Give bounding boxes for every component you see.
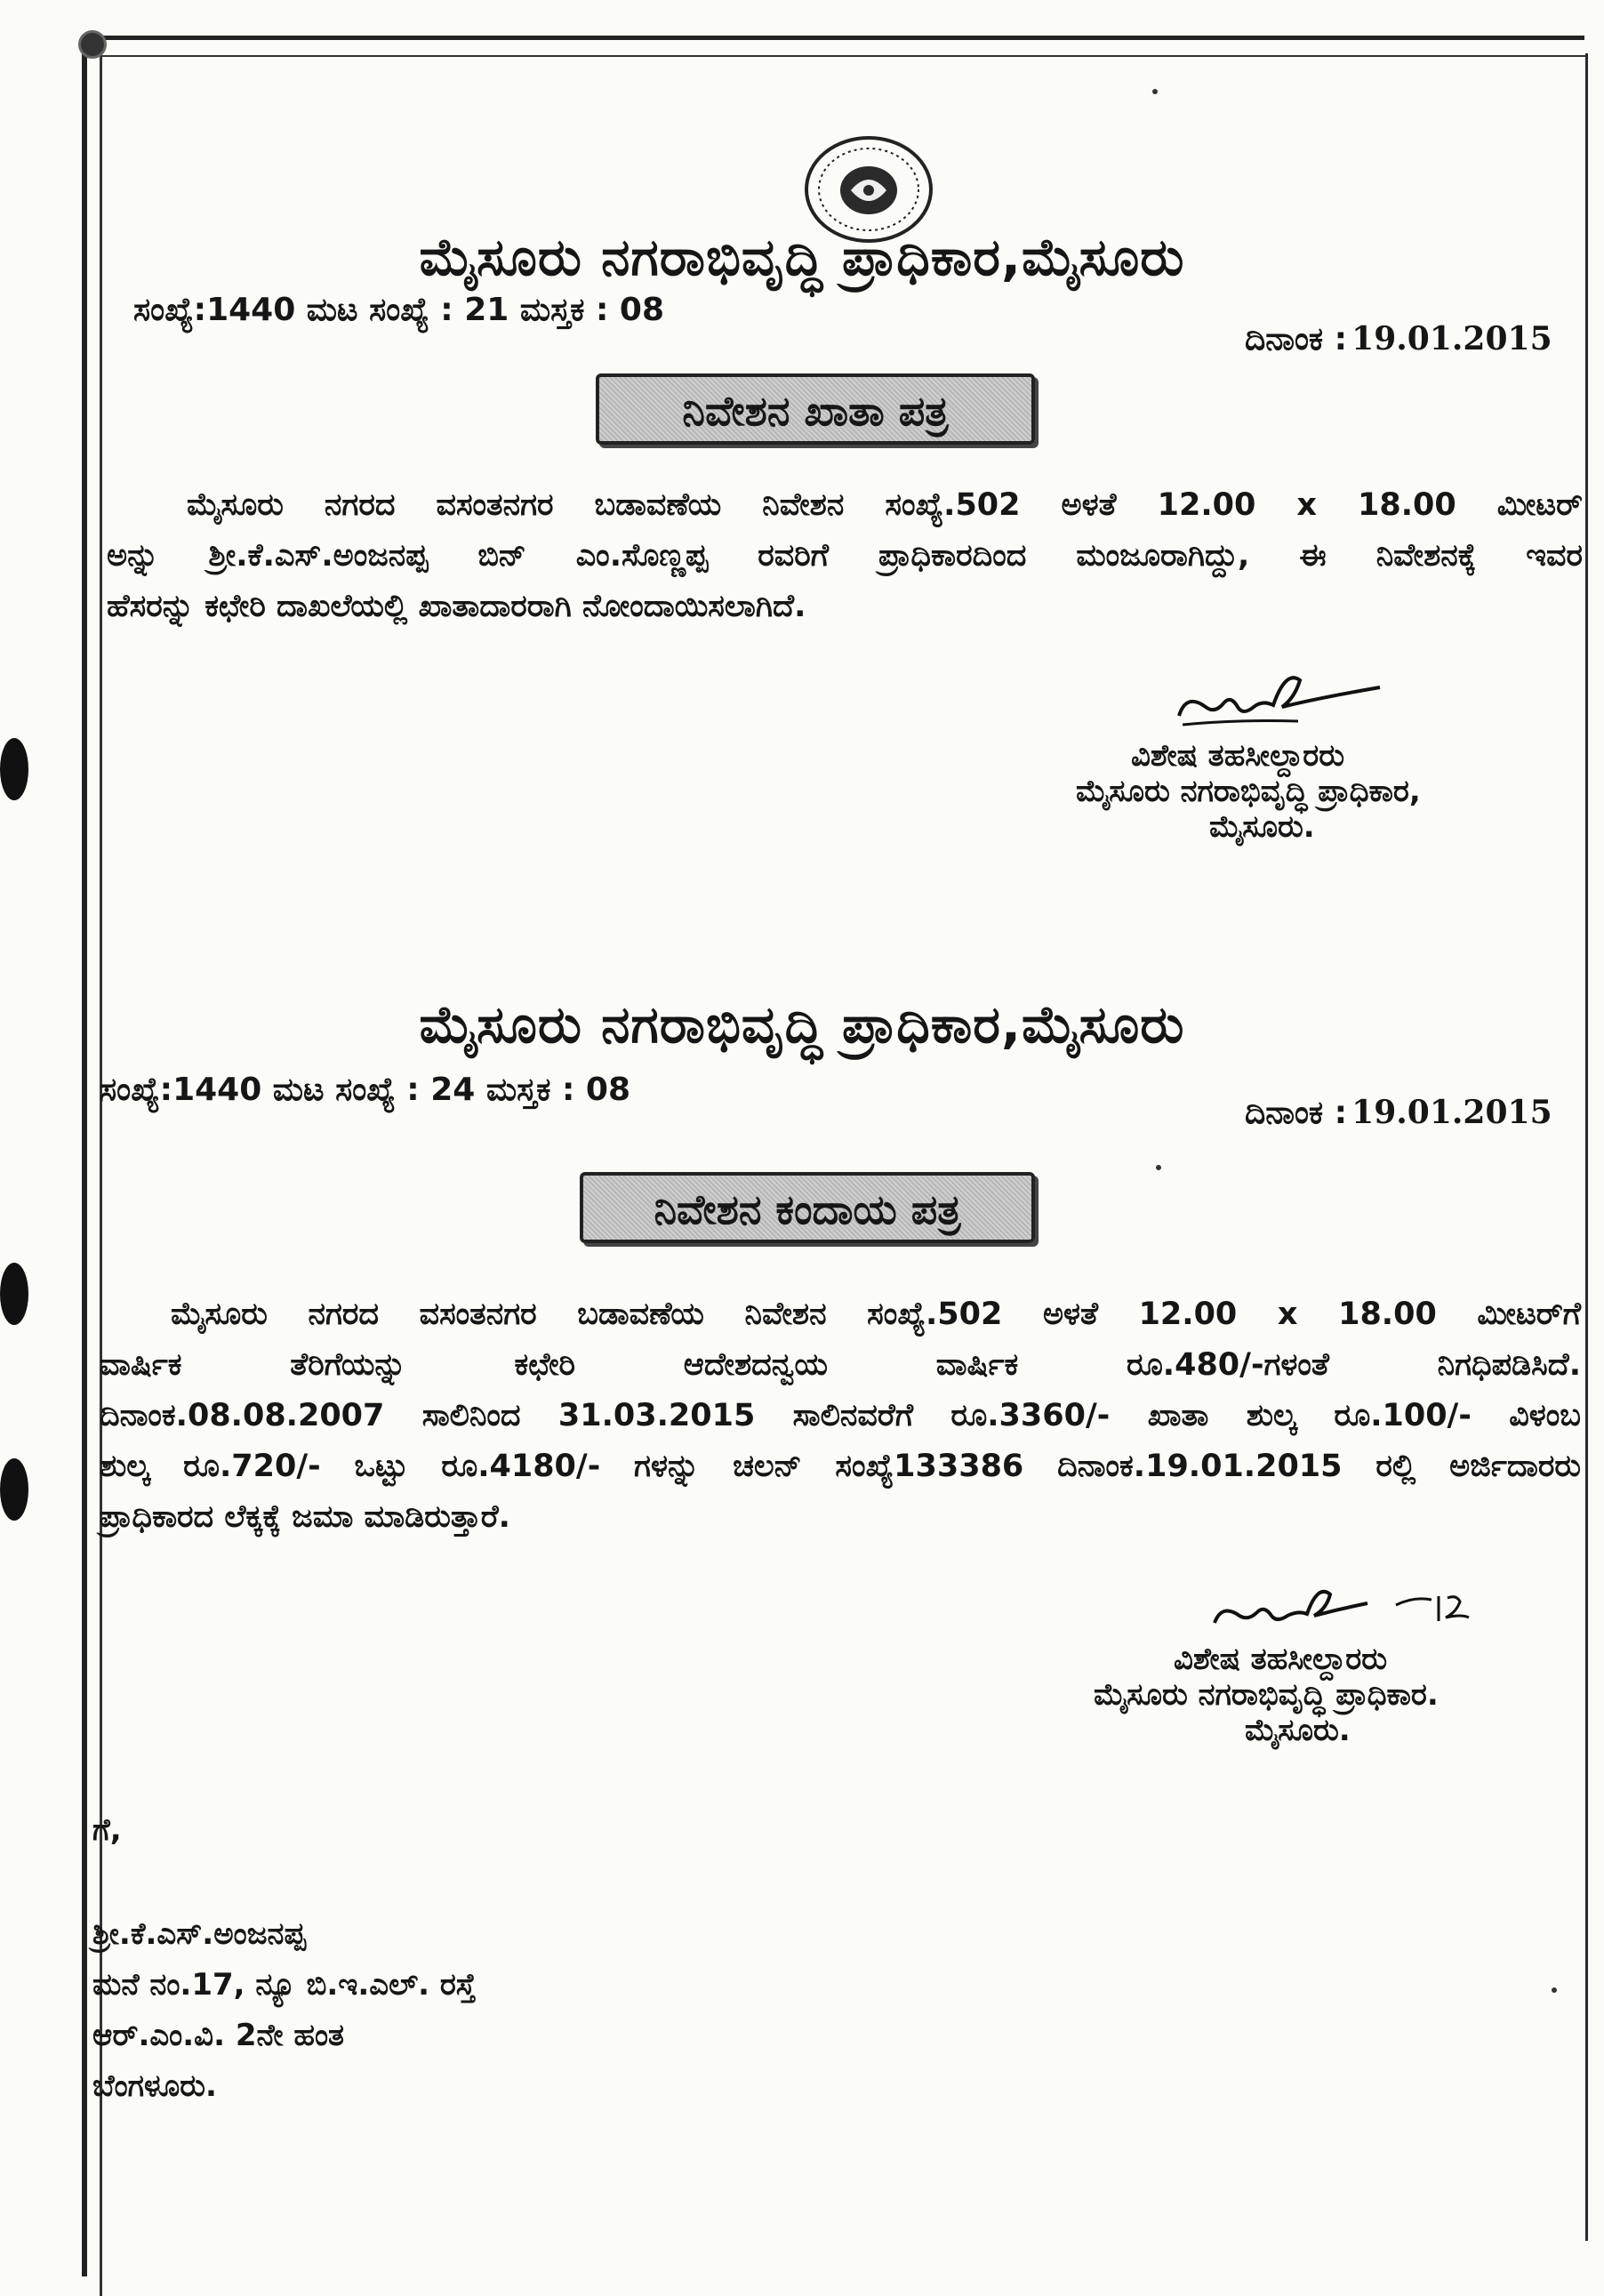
section2-box-title: ನಿವೇಶನ ಕಂದಾಯ ಪತ್ರ — [580, 1172, 1035, 1243]
address-salutation: ಗೆ, — [92, 1812, 122, 1848]
address-line: ಶ್ರೀ.ಕೆ.ಎಸ್.ಅಂಜನಪ್ಪ — [92, 1916, 306, 1952]
punch-hole-icon — [0, 738, 28, 800]
section1-signature-block — [1076, 738, 1421, 845]
address-line: ಮನೆ ನಂ.17, ನ್ಯೂ ಬಿ.ಇ.ಎಲ್. ರಸ್ತೆ — [92, 1967, 477, 2003]
speck — [1152, 89, 1158, 94]
address-line: ಬೆಂಗಳೂರು. — [92, 2068, 217, 2104]
section1-date-value: 19.01.2015 — [1351, 320, 1552, 357]
section1-ref-line: ಸಂಖ್ಯೆ:1440 ಮಟ ಸಂಖ್ಯೆ : 21 ಮಸ್ತಕ : 08 — [133, 292, 665, 328]
signature-icon — [1174, 662, 1405, 734]
section1-paragraph-line: ಹೆಸರನ್ನು ಕಛೇರಿ ದಾಖಲೆಯಲ್ಲಿ ಖಾತಾದಾರರಾಗಿ ನೋಂದಾಯಿಸಲಾಗಿದೆ. — [107, 589, 806, 624]
section2-date-label: ದಿನಾಂಕ : — [1245, 1095, 1348, 1131]
section1-heading: ಮೈಸೂರು ನಗರಾಭಿವೃದ್ಧಿ ಪ್ರಾಧಿಕಾರ,ಮೈಸೂರು — [419, 227, 1185, 287]
signature-icon — [1209, 1578, 1520, 1641]
section1-box-title: ನಿವೇಶನ ಖಾತಾ ಪತ್ರ — [596, 373, 1035, 445]
punch-hole-icon — [0, 1458, 28, 1521]
section2-signature-city: ಮೈಸೂರು. — [1245, 1713, 1351, 1748]
section2-paragraph-line: ದಿನಾಂಕ.08.08.2007 ಸಾಲಿನಿಂದ 31.03.2015 ಸಾಲಿನವರೆಗೆ ರೂ.3360/- ಖಾತಾ ಶುಲ್ಕ ರೂ.100/- ವಿಳಂಬ — [100, 1398, 1581, 1433]
section1-paragraph-line: ಅನ್ನು ಶ್ರೀ.ಕೆ.ಎಸ್.ಅಂಜನಪ್ಪ ಬಿನ್ ಎಂ.ಸೊಣ್ಣಪ್ಪ ರವರಿಗೆ ಪ್ರಾಧಿಕಾರದಿಂದ ಮಂಜೂರಾಗಿದ್ದು, ಈ ನಿವೇಶನಕ್ಕೆ ಇವರ — [107, 538, 1583, 574]
section1-date — [1245, 320, 1552, 358]
section1-date-label: ದಿನಾಂಕ : — [1245, 321, 1348, 357]
speck — [1552, 1987, 1557, 1993]
section2-paragraph-line: ಶುಲ್ಕ ರೂ.720/- ಒಟ್ಟು ರೂ.4180/- ಗಳನ್ನು ಚಲನ್ ಸಂಖ್ಯೆ133386 ದಿನಾಂಕ.19.01.2015 ರಲ್ಲಿ ಅರ್ಜಿದಾರರು — [100, 1449, 1581, 1484]
section2-paragraph-line: ಮೈಸೂರು ನಗರದ ವಸಂತನಗರ ಬಡಾವಣೆಯ ನಿವೇಶನ ಸಂಖ್ಯೆ.502 ಅಳತೆ 12.00 x 18.00 ಮೀಟರ್‌ಗೆ — [171, 1297, 1581, 1332]
section1-paragraph — [107, 480, 1583, 632]
section2-paragraph-line: ವಾರ್ಷಿಕ ತೆರಿಗೆಯನ್ನು ಕಛೇರಿ ಆದೇಶದನ್ವಯ ವಾರ್ಷಿಕ ರೂ.480/-ಗಳಂತೆ ನಿಗಧಿಪಡಿಸಿದೆ. — [100, 1347, 1581, 1383]
section2-signature-block — [1094, 1642, 1439, 1748]
section2-date — [1245, 1094, 1552, 1132]
punch-hole-icon — [0, 1263, 28, 1325]
address-line: ಆರ್.ಎಂ.ವಿ. 2ನೇ ಹಂತ — [92, 2018, 345, 2053]
section2-ref-line: ಸಂಖ್ಯೆ:1440 ಮಟ ಸಂಖ್ಯೆ : 24 ಮಸ್ತಕ : 08 — [100, 1072, 631, 1108]
section1-signature-designation: ವಿಶೇಷ ತಹಸೀಲ್ದಾರರು — [1131, 738, 1345, 774]
section2-date-value: 19.01.2015 — [1351, 1094, 1552, 1131]
section2-paragraph — [100, 1289, 1581, 1543]
section2-signature-designation: ವಿಶೇಷ ತಹಸೀಲ್ದಾರರು — [1174, 1642, 1388, 1677]
section2-paragraph-line: ಪ್ರಾಧಿಕಾರದ ಲೆಕ್ಕಕ್ಕೆ ಜಮಾ ಮಾಡಿರುತ್ತಾರೆ. — [100, 1499, 510, 1535]
speck — [1156, 1165, 1161, 1170]
section2-signature-office: ಮೈಸೂರು ನಗರಾಭಿವೃದ್ಧಿ ಪ್ರಾಧಿಕಾರ. — [1094, 1677, 1439, 1713]
section1-signature-city: ಮೈಸೂರು. — [1209, 809, 1315, 845]
section1-paragraph-line: ಮೈಸೂರು ನಗರದ ವಸಂತನಗರ ಬಡಾವಣೆಯ ನಿವೇಶನ ಸಂಖ್ಯೆ.502 ಅಳತೆ 12.00 x 18.00 ಮೀಟರ್ — [187, 487, 1583, 523]
section2-heading: ಮೈಸೂರು ನಗರಾಭಿವೃದ್ಧಿ ಪ್ರಾಧಿಕಾರ,ಮೈಸೂರು — [419, 994, 1185, 1055]
section1-signature-office: ಮೈಸೂರು ನಗರಾಭಿವೃದ್ಧಿ ಪ್ರಾಧಿಕಾರ, — [1076, 774, 1421, 809]
address-block — [92, 1805, 476, 2112]
pin-icon — [78, 30, 107, 59]
page-right-rule — [1585, 53, 1588, 2241]
